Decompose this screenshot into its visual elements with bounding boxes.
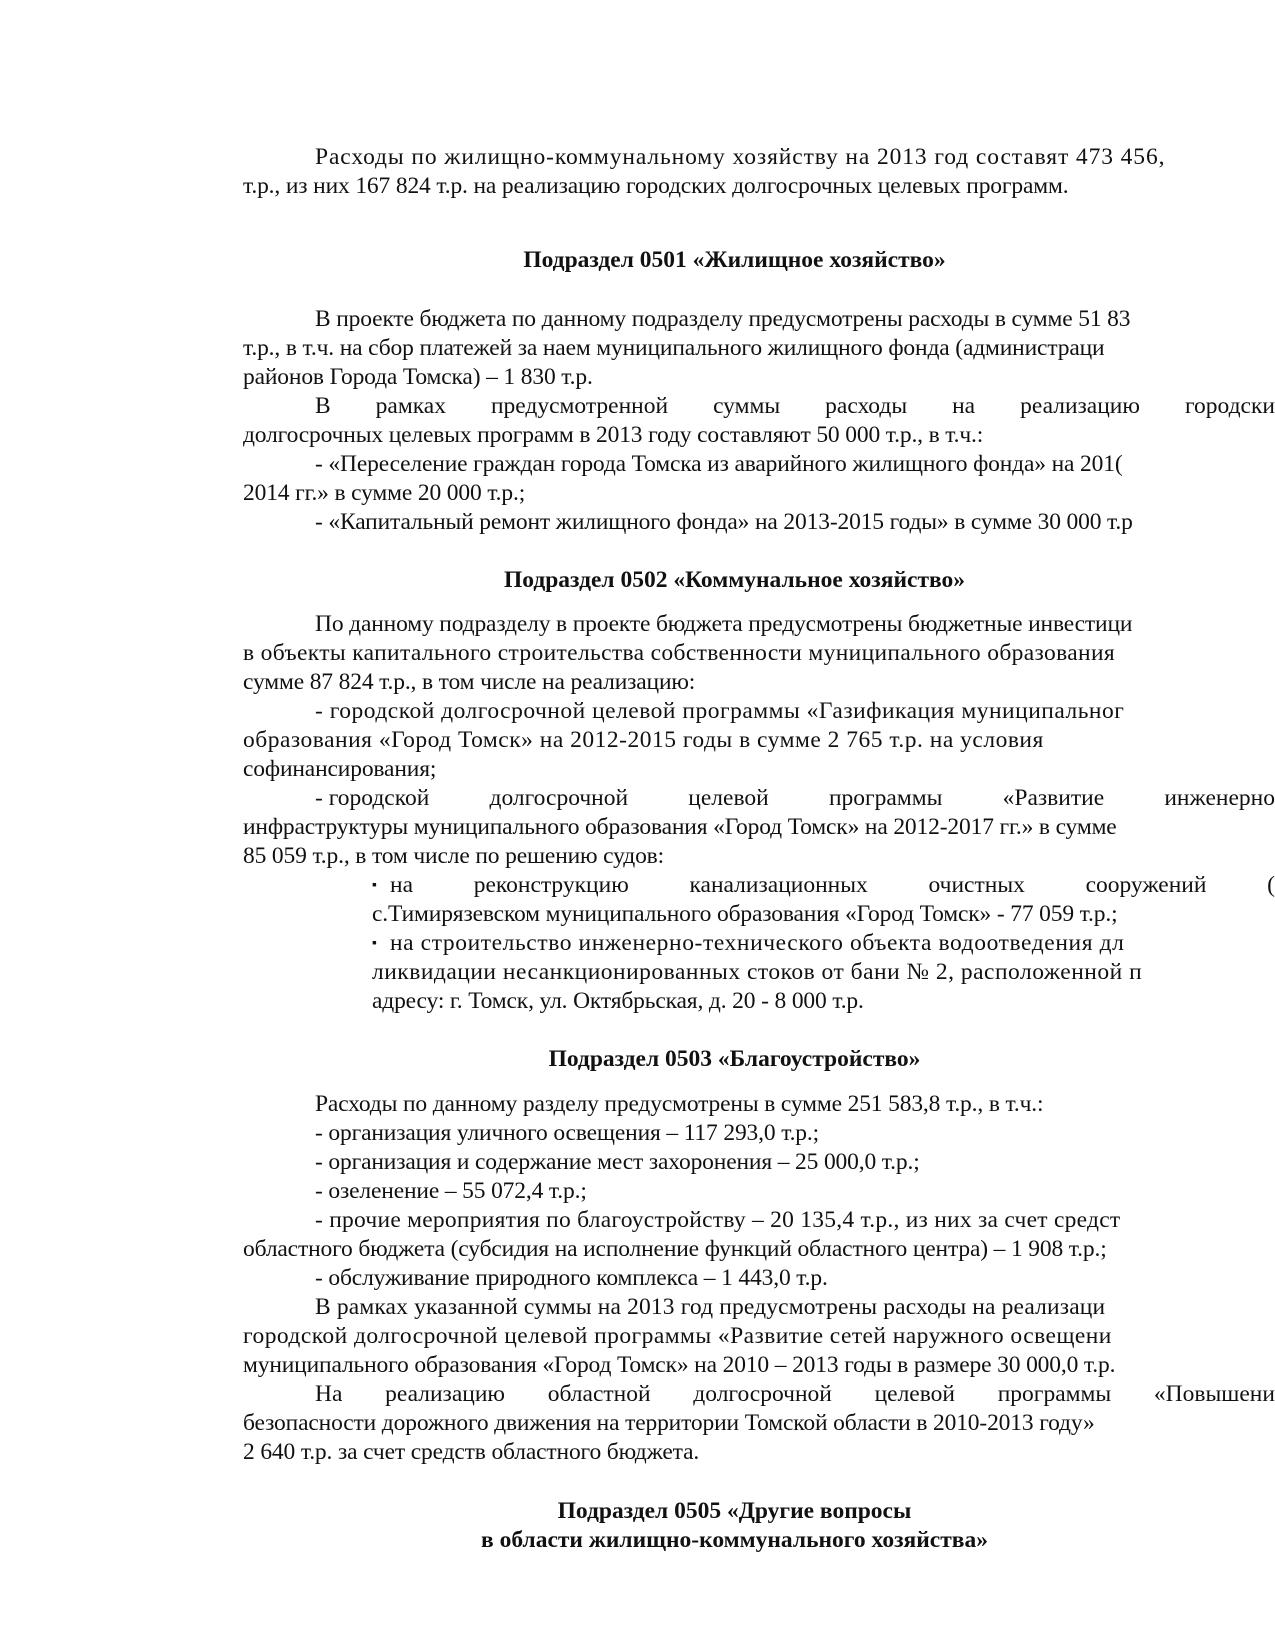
heading-0505-line-2: в области жилищно-коммунального хозяйства» [481, 1527, 988, 1553]
s0501-p1-line-3: районов Города Томска) – 1 830 т.р. [243, 364, 593, 390]
s0502-item-1-line-2: образования «Город Томск» на 2012-2015 годы в сумме 2 765 т.р. на условия [243, 727, 1044, 753]
s0503-line-6: областного бюджета (субсидия на исполнение функций областного центра) – 1 908 т.р.; [243, 1236, 1107, 1262]
s0503-line-11: На реализацию областной долгосрочной целевой программы «Повышени [315, 1381, 1275, 1407]
s0502-p1-line-1: По данному подразделу в проекте бюджета предусмотрены бюджетные инвестици [315, 611, 1133, 637]
s0501-p2-line-2: долгосрочных целевых программ в 2013 году составляют 50 000 т.р., в т.ч.: [243, 422, 984, 448]
s0501-item-2-line-1: - «Капитальный ремонт жилищного фонда» на 2013-2015 годы» в сумме 30 000 т.р [315, 509, 1133, 535]
s0502-p1-line-2: в объекты капитального строительства собственности муниципального образования [243, 640, 1116, 666]
s0503-line-7: - обслуживание природного комплекса – 1 443,0 т.р. [315, 1265, 828, 1291]
s0501-p1-line-2: т.р., в т.ч. на сбор платежей за наем муниципального жилищного фонда (администраци [243, 335, 1105, 361]
s0503-line-4: - озеленение – 55 072,4 т.р.; [315, 1178, 587, 1204]
s0503-line-8: В рамках указанной суммы на 2013 год предусмотрены расходы на реализаци [315, 1294, 1106, 1320]
s0501-item-1-line-1: - «Переселение граждан города Томска из аварийного жилищного фонда» на 201( [315, 451, 1123, 477]
intro-line-2: т.р., из них 167 824 т.р. на реализацию городских долгосрочных целевых программ. [243, 173, 1069, 199]
s0502-bullet-2-line-1: ▪ на строительство инженерно-технического объекта водоотведения дл [372, 930, 1125, 956]
s0502-bullet-1-line-2: с.Тимирязевском муниципального образования «Город Томск» - 77 059 т.р.; [372, 901, 1118, 927]
s0503-line-1: Расходы по данному разделу предусмотрены в сумме 251 583,8 т.р., в т.ч.: [315, 1091, 1044, 1117]
s0502-item-1-line-1: - городской долгосрочной целевой программы «Газификация муниципальног [315, 698, 1125, 724]
bullet-2-icon: ▪ [372, 936, 378, 951]
s0503-line-2: - организация уличного освещения – 117 293,0 т.р.; [315, 1120, 819, 1146]
s0502-item-2-line-1: - городской долгосрочной целевой программы «Развитие инженерно [315, 785, 1275, 811]
s0502-bullet-1-line-1: ▪ на реконструкцию канализационных очистных сооружений ( [372, 872, 1275, 898]
s0503-line-13: 2 640 т.р. за счет средств областного бюджета. [243, 1439, 700, 1465]
s0502-bullet-2-line-2: ликвидации несанкционированных стоков от бани № 2, расположенной п [372, 959, 1143, 985]
s0501-item-1-line-2: 2014 гг.» в сумме 20 000 т.р.; [243, 480, 526, 506]
heading-0501: Подраздел 0501 «Жилищное хозяйство» [523, 247, 946, 273]
s0503-line-5: - прочие мероприятия по благоустройству – 20 135,4 т.р., из них за счет средст [315, 1207, 1121, 1233]
s0502-bullet-2-line-3: адресу: г. Томск, ул. Октябрьская, д. 20 - 8 000 т.р. [372, 988, 864, 1014]
s0501-p1-line-1: В проекте бюджета по данному подразделу предусмотрены расходы в сумме 51 83 [315, 306, 1131, 332]
s0503-line-3: - организация и содержание мест захоронения – 25 000,0 т.р.; [315, 1149, 920, 1175]
s0502-item-2-line-3: 85 059 т.р., в том числе по решению судов: [243, 843, 665, 869]
heading-0505-line-1: Подраздел 0505 «Другие вопросы [557, 1498, 912, 1524]
s0503-line-9: городской долгосрочной целевой программы «Развитие сетей наружного освещени [243, 1323, 1112, 1349]
bullet-1-icon: ▪ [372, 878, 377, 893]
s0502-item-1-line-3: софинансирования; [243, 756, 437, 782]
heading-0503: Подраздел 0503 «Благоустройство» [548, 1046, 921, 1072]
intro-line-1: Расходы по жилищно-коммунальному хозяйству на 2013 год составят 473 456, [315, 144, 1166, 170]
s0503-line-10: муниципального образования «Город Томск» на 2010 – 2013 годы в размере 30 000,0 т.р. [243, 1352, 1116, 1378]
s0502-item-2-line-2: инфраструктуры муниципального образования «Город Томск» на 2012-2017 гг.» в сумме [243, 814, 1117, 840]
heading-0502: Подраздел 0502 «Коммунальное хозяйство» [503, 567, 966, 593]
s0503-line-12: безопасности дорожного движения на территории Томской области в 2010-2013 году» [243, 1410, 1095, 1436]
s0502-p1-line-3: сумме 87 824 т.р., в том числе на реализацию: [243, 669, 696, 695]
s0501-p2-line-1: В рамках предусмотренной суммы расходы на реализацию городски [315, 393, 1275, 419]
